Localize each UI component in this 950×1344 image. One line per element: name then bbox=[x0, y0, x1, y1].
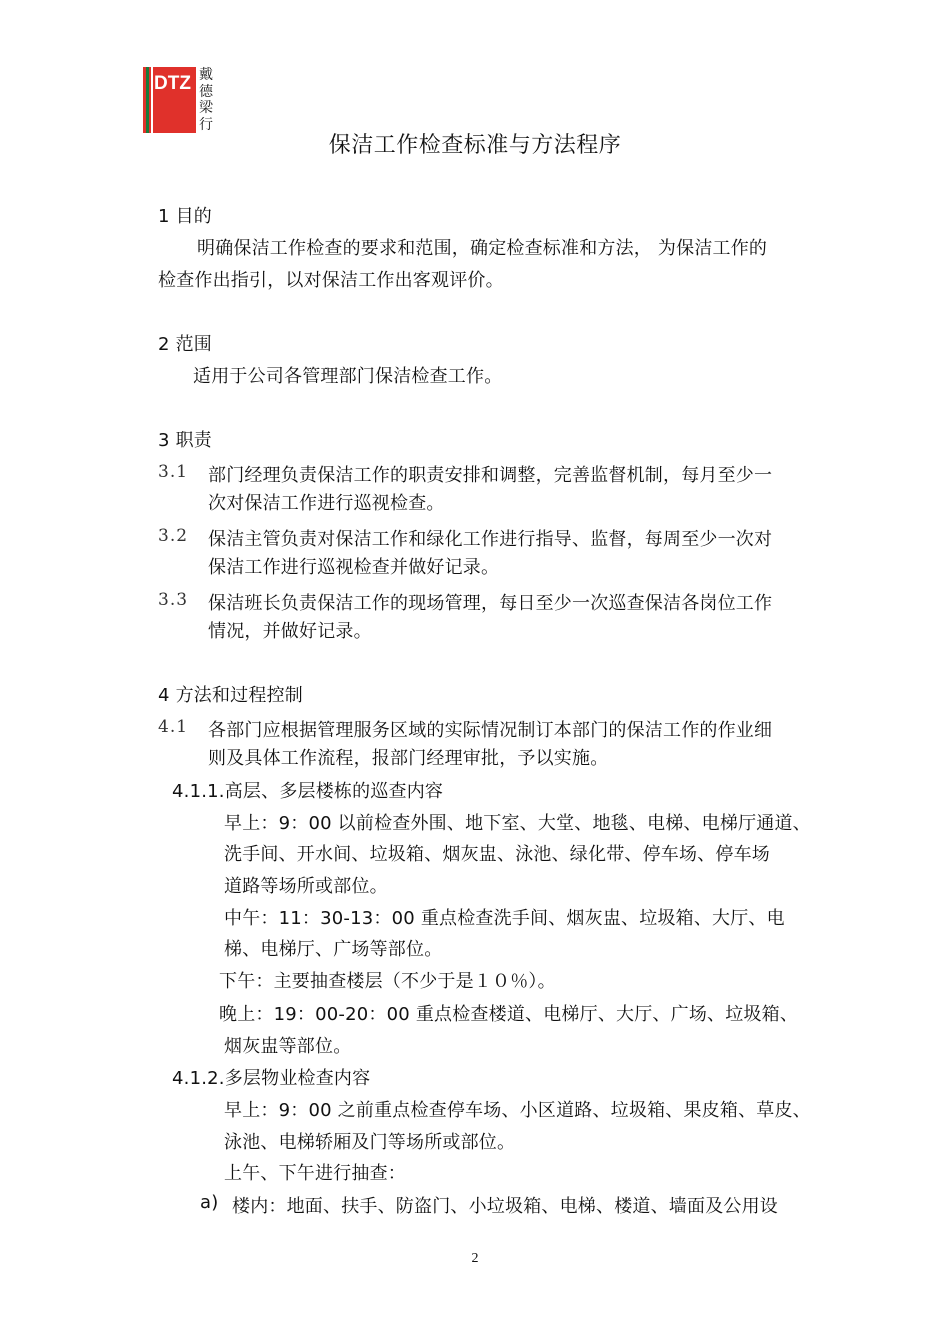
4-1-2-spot-check: 上午、下午进行抽查： bbox=[224, 1163, 406, 1184]
4-1-1-morning-line-1: 早上：9：00 以前检查外围、地下室、大堂、地毯、电梯、电梯厅通道、 bbox=[224, 813, 811, 834]
section-1-text-line-1: 明确保洁工作检查的要求和范围，确定检查标准和方法， 为保洁工作的 bbox=[197, 238, 768, 259]
page-number: 2 bbox=[471, 1251, 479, 1266]
item-3-2-number: 3.2 bbox=[158, 526, 189, 546]
4-1-2-item-a-text: 楼内：地面、扶手、防盗门、小垃圾箱、电梯、楼道、墙面及公用设 bbox=[232, 1196, 778, 1217]
logo-green-stripe bbox=[146, 67, 149, 133]
4-1-1-evening-line-2: 烟灰盅等部位。 bbox=[224, 1036, 352, 1057]
item-4-1-line-1: 各部门应根据管理服务区域的实际情况制订本部门的保洁工作的作业细 bbox=[208, 720, 773, 741]
item-3-1-number: 3.1 bbox=[158, 462, 189, 482]
4-1-2-morning-line-2: 泳池、电梯轿厢及门等场所或部位。 bbox=[224, 1132, 516, 1153]
subsection-4-1-2-heading: 4.1.2.多层物业检查内容 bbox=[172, 1068, 371, 1089]
section-2-text: 适用于公司各管理部门保洁检查工作。 bbox=[193, 366, 503, 387]
4-1-1-noon-line-2: 梯、电梯厅、广场等部位。 bbox=[224, 939, 443, 960]
item-3-2-line-2: 保洁工作进行巡视检查并做好记录。 bbox=[208, 557, 500, 578]
logo-brand-text: DTZ bbox=[154, 73, 191, 94]
item-4-1-number: 4.1 bbox=[158, 717, 189, 737]
4-1-1-noon-line-1: 中午：11：30-13：00 重点检查洗手间、烟灰盅、垃圾箱、大厅、电 bbox=[224, 908, 785, 929]
company-logo bbox=[143, 67, 218, 133]
4-1-1-evening-line-1: 晚上：19：00-20：00 重点检查楼道、电梯厅、大厅、广场、垃圾箱、 bbox=[219, 1004, 799, 1025]
section-1-text-line-2: 检查作出指引，以对保洁工作出客观评价。 bbox=[158, 270, 504, 291]
section-3-heading: 3 职责 bbox=[158, 430, 212, 451]
item-3-3-line-2: 情况，并做好记录。 bbox=[208, 621, 372, 642]
4-1-2-item-a-label: a) bbox=[200, 1192, 219, 1213]
item-3-3-line-1: 保洁班长负责保洁工作的现场管理，每日至少一次巡查保洁各岗位工作 bbox=[208, 593, 773, 614]
4-1-1-afternoon: 下午：主要抽查楼层（不少于是１０％）。 bbox=[219, 971, 556, 992]
logo-white-stripe bbox=[151, 67, 153, 133]
4-1-1-morning-line-3: 道路等场所或部位。 bbox=[224, 876, 388, 897]
section-4-heading: 4 方法和过程控制 bbox=[158, 685, 303, 706]
document-title: 保洁工作检查标准与方法程序 bbox=[328, 133, 622, 158]
item-3-2-line-1: 保洁主管负责对保洁工作和绿化工作进行指导、监督，每周至少一次对 bbox=[208, 529, 773, 550]
section-2-heading: 2 范围 bbox=[158, 334, 212, 355]
item-3-1-line-1: 部门经理负责保洁工作的职责安排和调整，完善监督机制，每月至少一 bbox=[208, 465, 773, 486]
4-1-2-morning-line-1: 早上：9：00 之前重点检查停车场、小区道路、垃圾箱、果皮箱、草皮、 bbox=[224, 1100, 811, 1121]
logo-chinese-text: 戴 德 梁 行 bbox=[199, 67, 213, 133]
item-3-3-number: 3.3 bbox=[158, 590, 189, 610]
4-1-1-morning-line-2: 洗手间、开水间、垃圾箱、烟灰盅、泳池、绿化带、停车场、停车场 bbox=[224, 844, 770, 865]
item-4-1-line-2: 则及具体工作流程，报部门经理审批，予以实施。 bbox=[208, 748, 609, 769]
item-3-1-line-2: 次对保洁工作进行巡视检查。 bbox=[208, 493, 445, 514]
subsection-4-1-1-heading: 4.1.1.高层、多层楼栋的巡查内容 bbox=[172, 781, 444, 802]
section-1-heading: 1 目的 bbox=[158, 206, 212, 227]
